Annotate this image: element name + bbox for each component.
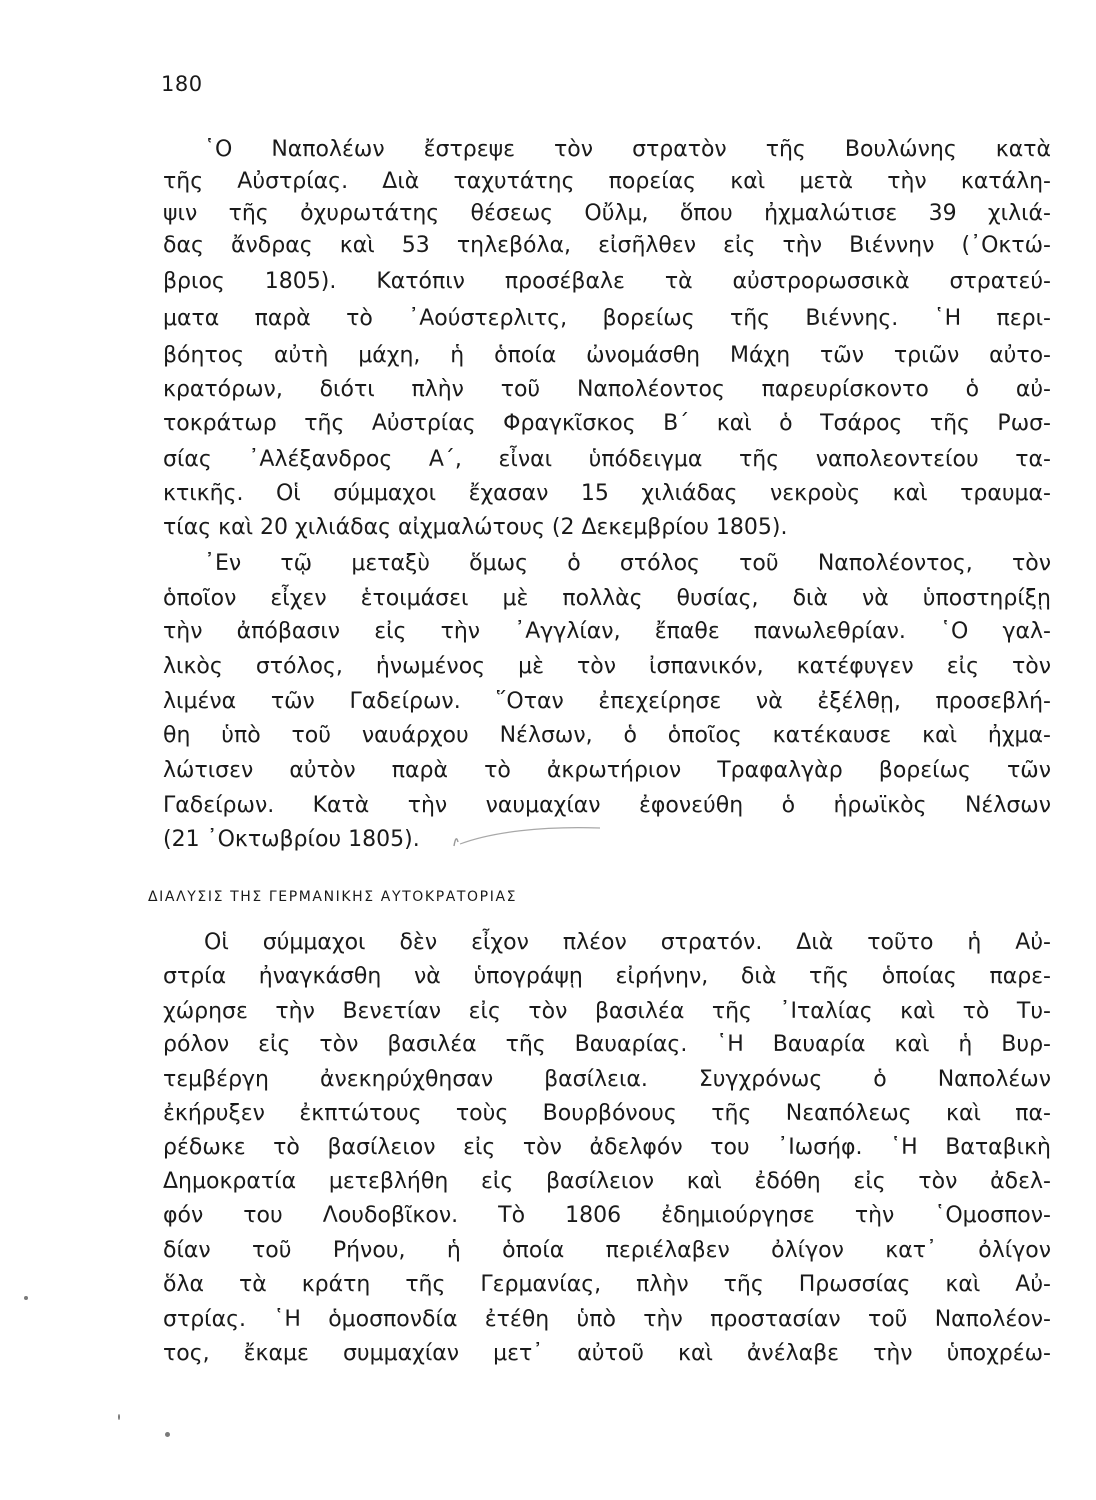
text-line: τίας καὶ 20 χιλιάδας αἰχμαλώτους (2 Δεκεμβρίου 1805). bbox=[163, 515, 788, 540]
scan-speck bbox=[24, 1296, 28, 1300]
text-line: Γαδείρων. Κατὰ τὴν ναυμαχίαν ἐφονεύθη ὁ ἡρωϊκὸς Νέλσων bbox=[163, 793, 1051, 818]
text-line: λώτισεν αὐτὸν παρὰ τὸ ἀκρωτήριον Τραφαλγὰρ βορείως τῶν bbox=[163, 758, 1051, 783]
text-line: κρατόρων, διότι πλὴν τοῦ Ναπολέοντος παρευρίσκοντο ὁ αὐ- bbox=[163, 377, 1051, 402]
text-line: βόητος αὐτὴ μάχη, ἡ ὁποία ὠνομάσθη Μάχη τῶν τριῶν αὐτο- bbox=[163, 343, 1051, 368]
text-line: ψιν τῆς ὀχυρωτάτης θέσεως Οὔλμ, ὅπου ἠχμαλώτισε 39 χιλιά- bbox=[163, 201, 1051, 226]
text-line: ῾Ο Ναπολέων ἔστρεψε τὸν στρατὸν τῆς Βουλώνης κατὰ bbox=[204, 137, 1051, 162]
text-line: φόν του Λουδοβῖκον. Τὸ 1806 ἐδημιούργησε τὴν ῾Ομοσπον- bbox=[163, 1203, 1051, 1228]
text-line: τος, ἔκαμε συμμαχίαν μετ᾿ αὐτοῦ καὶ ἀνέλαβε τὴν ὑποχρέω- bbox=[163, 1341, 1051, 1366]
text-line: ᾿Εν τῷ μεταξὺ ὅμως ὁ στόλος τοῦ Ναπολέοντος, τὸν bbox=[204, 551, 1051, 576]
text-line: τοκράτωρ τῆς Αὐστρίας Φραγκῖσκος Β΄ καὶ ὁ Τσάρος τῆς Ρωσ- bbox=[163, 411, 1051, 436]
text-line: βριος 1805). Κατόπιν προσέβαλε τὰ αὐστρορωσσικὰ στρατεύ- bbox=[163, 269, 1051, 294]
text-line: δας ἄνδρας καὶ 53 τηλεβόλα, εἰσῆλθεν εἰς τὴν Βιέννην (᾿Οκτώ- bbox=[163, 233, 1051, 258]
text-line: χώρησε τὴν Βενετίαν εἰς τὸν βασιλέα τῆς ᾿Ιταλίας καὶ τὸ Τυ- bbox=[163, 999, 1051, 1024]
text-line: κτικῆς. Οἱ σύμμαχοι ἔχασαν 15 χιλιάδας νεκροὺς καὶ τραυμα- bbox=[163, 481, 1051, 506]
text-line: ὁποῖον εἶχεν ἑτοιμάσει μὲ πολλὰς θυσίας, διὰ νὰ ὑποστηρίξῃ bbox=[163, 586, 1051, 611]
text-line: (21 ᾿Οκτωβρίου 1805). bbox=[163, 827, 420, 852]
text-line: τῆς Αὐστρίας. Διὰ ταχυτάτης πορείας καὶ μετὰ τὴν κατάλη- bbox=[163, 169, 1051, 194]
text-line: ἐκήρυξεν ἐκπτώτους τοὺς Βουρβόνους τῆς Νεαπόλεως καὶ πα- bbox=[163, 1101, 1051, 1126]
text-line: ρέδωκε τὸ βασίλειον εἰς τὸν ἀδελφόν του ᾿Ιωσήφ. ῾Η Βαταβικὴ bbox=[163, 1135, 1051, 1160]
scan-speck bbox=[165, 1432, 170, 1437]
scan-speck bbox=[118, 1414, 120, 1420]
text-line: ρόλον εἰς τὸν βασιλέα τῆς Βαυαρίας. ῾Η Βαυαρία καὶ ἡ Βυρ- bbox=[163, 1032, 1051, 1057]
text-line: λικὸς στόλος, ἡνωμένος μὲ τὸν ἰσπανικόν, κατέφυγεν εἰς τὸν bbox=[163, 654, 1051, 679]
text-line: Δημοκρατία μετεβλήθη εἰς βασίλειον καὶ ἐδόθη εἰς τὸν ἀδελ- bbox=[163, 1169, 1051, 1194]
text-line: ματα παρὰ τὸ ᾿Αούστερλιτς, βορείως τῆς Βιέννης. ῾Η περι- bbox=[163, 306, 1051, 331]
text-line: στρίας. ῾Η ὁμοσπονδία ἐτέθη ὑπὸ τὴν προστασίαν τοῦ Ναπολέον- bbox=[163, 1307, 1051, 1332]
pencil-mark bbox=[452, 808, 602, 850]
text-line: δίαν τοῦ Ρήνου, ἡ ὁποία περιέλαβεν ὀλίγον κατ᾿ ὀλίγον bbox=[163, 1238, 1051, 1263]
page-number: 180 bbox=[161, 72, 203, 96]
text-line: τεμβέργη ἀνεκηρύχθησαν βασίλεια. Συγχρόνως ὁ Ναπολέων bbox=[163, 1067, 1051, 1092]
text-line: σίας ᾿Αλέξανδρος Α΄, εἶναι ὑπόδειγμα τῆς ναπολεοντείου τα- bbox=[163, 447, 1051, 472]
text-line: στρία ἠναγκάσθη νὰ ὑπογράψῃ εἰρήνην, διὰ τῆς ὁποίας παρε- bbox=[163, 964, 1051, 989]
text-line: ὅλα τὰ κράτη τῆς Γερμανίας, πλὴν τῆς Πρωσσίας καὶ Αὐ- bbox=[163, 1272, 1051, 1297]
text-line: θη ὑπὸ τοῦ ναυάρχου Νέλσων, ὁ ὁποῖος κατέκαυσε καὶ ἠχμα- bbox=[163, 723, 1051, 748]
section-heading: ΔΙΑΛΥΣΙΣ ΤΗΣ ΓΕΡΜΑΝΙΚΗΣ ΑΥΤΟΚΡΑΤΟΡΙΑΣ bbox=[148, 889, 518, 905]
text-line: λιμένα τῶν Γαδείρων. ῞Οταν ἐπεχείρησε νὰ ἐξέλθῃ, προσεβλή- bbox=[163, 689, 1051, 714]
text-line: Οἱ σύμμαχοι δὲν εἶχον πλέον στρατόν. Διὰ τοῦτο ἡ Αὐ- bbox=[204, 930, 1051, 955]
text-line: τὴν ἀπόβασιν εἰς τὴν ᾿Αγγλίαν, ἔπαθε πανωλεθρίαν. ῾Ο γαλ- bbox=[163, 619, 1051, 644]
